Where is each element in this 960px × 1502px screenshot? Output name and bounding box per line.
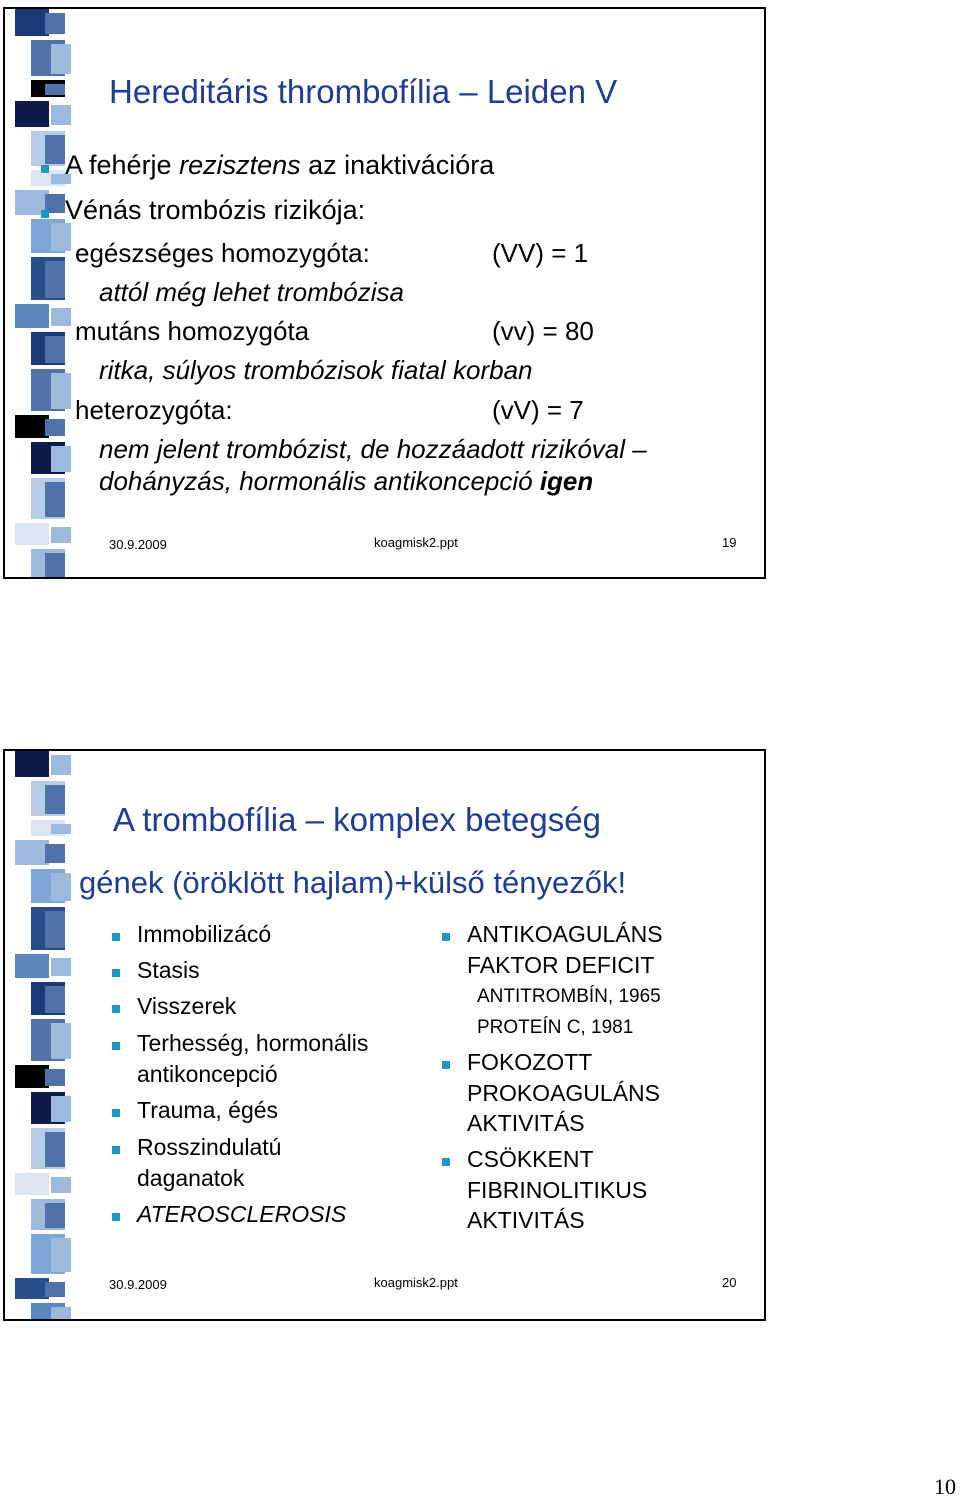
stripe-block [51, 527, 71, 543]
stripe-block [45, 336, 65, 363]
stripe-block [45, 785, 65, 814]
stripe-block [15, 1173, 49, 1195]
stripe-block [51, 1238, 71, 1272]
bullet-square-icon [112, 969, 120, 977]
list-item-trauma: Trauma, égés [137, 1097, 279, 1123]
row-label-healthy: egészséges homozygóta: [75, 238, 370, 268]
stripe-block [15, 1278, 49, 1299]
footer-slide-number: 20 [722, 1275, 737, 1290]
stripe-block [51, 105, 71, 125]
stripe-block [51, 1096, 71, 1122]
list-item-malignant-1: Rosszindulatú [137, 1134, 282, 1160]
stripe-block [45, 84, 65, 95]
bullet-square-icon [112, 1109, 120, 1117]
slide-20 [3, 749, 766, 1321]
bullet-square-icon [41, 165, 49, 173]
slide-subtitle: gének (öröklött hajlam)+külső tényezők! [79, 865, 627, 900]
stripe-block [45, 1132, 65, 1167]
stripe-block [15, 523, 49, 545]
stripe-block [51, 755, 71, 775]
bullet-square-icon [112, 1042, 120, 1050]
row-value-mutant: (vv) = 80 [492, 316, 594, 346]
stripe-block [45, 13, 65, 34]
stripe-block [51, 873, 71, 901]
list-item-anticoag-2: FAKTOR DEFICIT [467, 952, 655, 978]
decorative-stripe [5, 9, 79, 577]
list-item-stasis: Stasis [137, 957, 200, 983]
decorative-stripe [5, 751, 79, 1319]
bullet-square-icon [442, 1158, 450, 1166]
bullet-square-icon [442, 933, 450, 941]
stripe-block [45, 419, 65, 436]
footer-filename: koagmisk2.ppt [374, 1275, 458, 1290]
stripe-block [15, 101, 49, 127]
stripe-block [51, 44, 71, 74]
row-value-heterozygous: (vV) = 7 [492, 395, 584, 425]
stripe-block [51, 223, 71, 251]
list-item-procoag-3: AKTIVITÁS [467, 1110, 585, 1136]
stripe-block [45, 261, 65, 298]
stripe-block [45, 135, 65, 164]
stripe-block [51, 373, 71, 409]
stripe-block [51, 308, 71, 326]
footer-date: 30.9.2009 [109, 537, 167, 552]
stripe-block [51, 824, 71, 834]
list-item-fibrinolytic-2: FIBRINOLITIKUS [467, 1177, 648, 1203]
bullet-protein-resistant: A fehérje rezisztens az inaktivációra [65, 150, 495, 180]
bullet-venous-risk: Vénás trombózis rizikója: [65, 195, 366, 225]
list-item-pregnancy-1: Terhesség, hormonális [137, 1030, 369, 1056]
stripe-block [45, 553, 65, 578]
stripe-block [15, 304, 49, 328]
page-number: 10 [934, 1474, 956, 1499]
stripe-block [15, 9, 49, 36]
list-item-atherosclerosis: ATEROSCLEROSIS [137, 1201, 347, 1227]
list-item-fibrinolytic-1: CSÖKKENT [467, 1146, 594, 1172]
stripe-block [45, 844, 65, 863]
row-note-heterozygous-2: dohányzás, hormonális antikoncepció igen [99, 466, 594, 496]
stripe-block [15, 751, 49, 777]
row-note-heterozygous-1: nem jelent trombózist, de hozzáadott rizikóval – [99, 434, 647, 464]
slide-19 [3, 7, 766, 579]
stripe-block [51, 958, 71, 976]
list-item-procoag-2: PROKOAGULÁNS [467, 1080, 660, 1106]
sub-item-protein-c: PROTEÍN C, 1981 [477, 1017, 634, 1038]
list-item-immobilization: Immobilizácó [137, 921, 272, 947]
stripe-block [45, 1069, 65, 1086]
stripe-block [51, 446, 71, 472]
slide-title: A trombofília – komplex betegség [113, 801, 601, 838]
footer-slide-number: 19 [722, 535, 737, 550]
list-item-fibrinolytic-3: AKTIVITÁS [467, 1207, 585, 1233]
stripe-block [15, 1065, 49, 1088]
list-item-varicose: Visszerek [137, 993, 237, 1019]
bullet-square-icon [41, 210, 49, 218]
stripe-block [45, 1203, 65, 1228]
row-note-healthy: attól még lehet trombózisa [99, 277, 404, 307]
row-note-mutant: ritka, súlyos trombózisok fiatal korban [99, 355, 533, 385]
sub-item-antithrombin: ANTITROMBÍN, 1965 [477, 986, 661, 1007]
stripe-block [51, 1307, 71, 1321]
row-label-heterozygous: heterozygóta: [75, 395, 233, 425]
row-value-healthy: (VV) = 1 [492, 238, 589, 268]
stripe-block [45, 911, 65, 948]
bullet-square-icon [112, 1005, 120, 1013]
bullet-square-icon [112, 933, 120, 941]
footer-date: 30.9.2009 [109, 1277, 167, 1292]
stripe-block [45, 482, 65, 517]
stripe-block [45, 986, 65, 1013]
stripe-block [51, 1177, 71, 1193]
stripe-block [51, 1023, 71, 1059]
list-item-anticoag-1: ANTIKOAGULÁNS [467, 921, 663, 947]
bullet-square-icon [442, 1061, 450, 1069]
bullet-square-icon [112, 1213, 120, 1221]
row-label-mutant: mutáns homozygóta [75, 316, 310, 346]
list-item-malignant-2: daganatok [137, 1165, 245, 1191]
stripe-block [15, 954, 49, 978]
footer-filename: koagmisk2.ppt [374, 535, 458, 550]
stripe-block [15, 415, 49, 438]
stripe-block [15, 840, 49, 865]
bullet-square-icon [112, 1146, 120, 1154]
list-item-procoag-1: FOKOZOTT [467, 1049, 593, 1075]
stripe-block [45, 1282, 65, 1297]
slide-title: Hereditáris thrombofília – Leiden V [109, 73, 618, 110]
list-item-pregnancy-2: antikoncepció [137, 1061, 278, 1087]
